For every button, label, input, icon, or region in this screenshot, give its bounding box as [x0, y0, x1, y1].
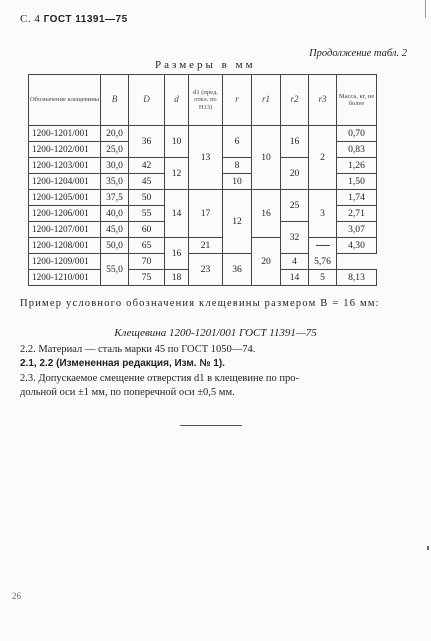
r-cell: 14: [281, 270, 309, 286]
r1-cell: 20: [252, 238, 281, 286]
r-cell: 10: [223, 174, 252, 190]
section-divider: [180, 425, 242, 426]
col-header-designation: Обозначение клещевины: [29, 75, 101, 126]
r2-cell: 25: [281, 190, 309, 222]
d-outer-cell: 36: [129, 126, 165, 158]
d-outer-cell: 45: [129, 174, 165, 190]
clause-2-3-line-2: дольной оси ±1 мм, по поперечной оси ±0,5 мм.: [20, 387, 235, 398]
r3-cell: 5: [309, 270, 337, 286]
designation-cell: 1200-1209/001: [29, 254, 101, 270]
col-header-mass: Масса, кг, не более: [337, 75, 377, 126]
page-header: [20, 13, 128, 25]
designation-cell: 1200-1203/001: [29, 158, 101, 174]
r3-dash-cell: [309, 238, 337, 254]
r2-cell: 32: [281, 222, 309, 254]
b-cell: 50,0: [101, 238, 129, 254]
b-cell: 30,0: [101, 158, 129, 174]
mass-cell: 2,71: [337, 206, 377, 222]
d-cell: 12: [165, 158, 189, 190]
d-cell: 10: [165, 126, 189, 158]
r3-cell: 2: [309, 126, 337, 190]
mass-cell: 1,50: [337, 174, 377, 190]
designation-cell: 1200-1205/001: [29, 190, 101, 206]
page-prefix: С. 4: [20, 13, 41, 25]
r1-cell: 16: [252, 190, 281, 238]
r3-cell: 4: [281, 254, 309, 270]
col-header-r: r: [223, 75, 252, 126]
r2-cell: 36: [223, 254, 252, 286]
r2-cell: 20: [281, 158, 309, 190]
d-cell: 14: [165, 190, 189, 238]
col-header-r1: r1: [252, 75, 281, 126]
mass-cell: 0,83: [337, 142, 377, 158]
col-header-r3: r3: [309, 75, 337, 126]
table-row: [29, 190, 377, 206]
table-row: [29, 254, 377, 270]
d1-cell: 17: [189, 190, 223, 238]
table-header-row: [29, 75, 377, 126]
col-header-d1: d1 (пред. откл. по H13): [189, 75, 223, 126]
designation-cell: 1200-1206/001: [29, 206, 101, 222]
b-cell: 25,0: [101, 142, 129, 158]
example-heading: Пример условного обозначения клещевины размером B = 16 мм:: [20, 298, 380, 309]
d-outer-cell: 65: [129, 238, 165, 254]
designation-cell: 1200-1202/001: [29, 142, 101, 158]
mass-cell: 4,30: [337, 238, 377, 254]
d-outer-cell: 75: [129, 270, 165, 286]
designation-cell: 1200-1201/001: [29, 126, 101, 142]
table-continuation-label: Продолжение табл. 2: [309, 48, 407, 59]
b-cell: 35,0: [101, 174, 129, 190]
clause-2-1-amendment: 2.1, 2.2 (Измененная редакция, Изм. № 1).: [20, 358, 225, 369]
margin-dot: [427, 546, 429, 550]
col-header-b: B: [101, 75, 129, 126]
dash-mark: [316, 245, 330, 246]
designation-cell: 1200-1207/001: [29, 222, 101, 238]
r-cell: 8: [223, 158, 252, 174]
b-cell: 40,0: [101, 206, 129, 222]
mass-cell: 3,07: [337, 222, 377, 238]
r3-cell: 3: [309, 190, 337, 238]
b-cell: 45,0: [101, 222, 129, 238]
mass-cell: 5,76: [309, 254, 337, 270]
page-number: 26: [12, 591, 21, 601]
mass-cell: 0,70: [337, 126, 377, 142]
margin-mark: [425, 0, 426, 18]
d1-cell: 23: [189, 254, 223, 286]
designation-cell: 1200-1210/001: [29, 270, 101, 286]
designation-cell: 1200-1208/001: [29, 238, 101, 254]
d-outer-cell: 70: [129, 254, 165, 270]
col-header-d-outer: D: [129, 75, 165, 126]
table-row: [29, 126, 377, 142]
col-header-d: d: [165, 75, 189, 126]
d-outer-cell: 42: [129, 158, 165, 174]
standard-number: ГОСТ 11391—75: [43, 14, 128, 25]
d-outer-cell: 50: [129, 190, 165, 206]
d-outer-cell: 55: [129, 206, 165, 222]
d1-cell: 13: [189, 126, 223, 190]
mass-cell: 8,13: [337, 270, 377, 286]
d-outer-cell: 60: [129, 222, 165, 238]
r-cell: 6: [223, 126, 252, 158]
clause-2-3-line-1: 2.3. Допускаемое смещение отверстия d1 в клещевине по про-: [20, 373, 299, 384]
example-designation: Клещевина 1200-1201/001 ГОСТ 11391—75: [114, 327, 317, 339]
table-caption: Размеры в мм: [155, 59, 256, 71]
mass-cell: 1,26: [337, 158, 377, 174]
col-header-r2: r2: [281, 75, 309, 126]
r2-cell: 16: [281, 126, 309, 158]
mass-cell: 1,74: [337, 190, 377, 206]
r1-cell: 10: [252, 126, 281, 190]
d1-cell: 21: [189, 238, 223, 254]
designation-cell: 1200-1204/001: [29, 174, 101, 190]
dimensions-table: [28, 74, 377, 286]
r-cell: 12: [223, 190, 252, 254]
d-cell: 18: [165, 270, 189, 286]
clause-2-3: [20, 372, 411, 400]
b-cell: 55,0: [101, 254, 129, 286]
b-cell: 37,5: [101, 190, 129, 206]
clause-2-2: 2.2. Материал — сталь марки 45 по ГОСТ 1050—74.: [20, 344, 256, 355]
table-row: [29, 238, 377, 254]
b-cell: 20,0: [101, 126, 129, 142]
d-cell: 16: [165, 238, 189, 270]
